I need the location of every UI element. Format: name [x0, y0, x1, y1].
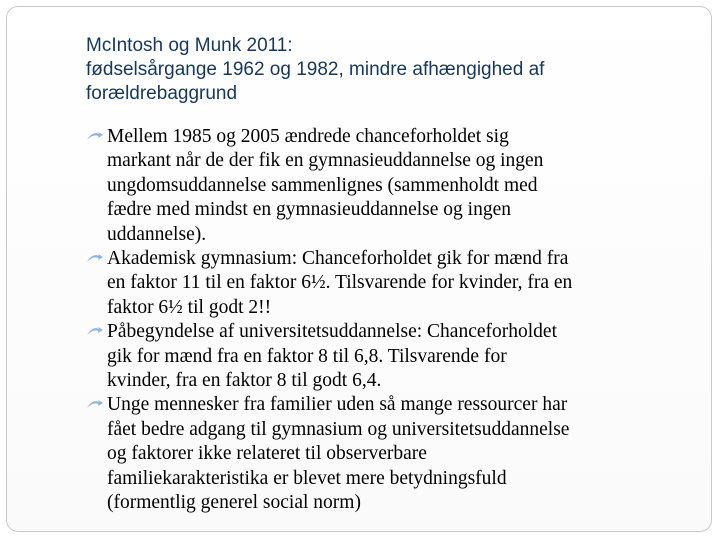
bullet-text-line: markant når de der fik en gymnasieuddannelse og ingen: [107, 150, 544, 172]
bullet-text-line: familiekarakteristika er blevet mere betydningsfuld: [107, 467, 507, 489]
slide: [6, 6, 712, 532]
bullet-item: [82, 247, 702, 320]
bullet-text-line: kvinder, fra en faktor 8 til godt 6,4.: [107, 370, 382, 392]
title-line: McIntosh og Munk 2011:: [86, 35, 293, 56]
bullet-text-line: og faktorer ikke relateret til observerbare: [107, 443, 427, 465]
bullet-text-line: fået bedre adgang til gymnasium og universitetsuddannelse: [107, 418, 570, 440]
bullet-list: [82, 125, 702, 516]
bullet-text-line: Påbegyndelse af universitetsuddannelse: Chanceforholdet: [107, 321, 557, 343]
bullet-text-line: Akademisk gymnasium: Chanceforholdet gik for mænd fra: [107, 248, 569, 270]
title-line: forældrebaggrund: [86, 83, 238, 104]
bullet-text-line: ungdomsuddannelse sammenlignes (sammenholdt med: [107, 174, 538, 196]
arrow-swoosh-icon: [86, 326, 104, 338]
title-line: fødselsårgange 1962 og 1982, mindre afhængighed af: [86, 59, 545, 80]
slide-title: [86, 34, 686, 106]
bullet-text-line: Unge mennesker fra familier uden så mange ressourcer har: [107, 394, 568, 416]
bullet-text-line: gik for mænd fra en faktor 8 til 6,8. Tilsvarende for: [107, 345, 507, 367]
bullet-text-line: uddannelse).: [107, 223, 207, 245]
bullet-text-line: faktor 6½ til godt 2!!: [107, 296, 272, 318]
arrow-swoosh-icon: [86, 131, 104, 143]
bullet-text-line: en faktor 11 til en faktor 6½. Tilsvarende for kvinder, fra en: [107, 272, 573, 294]
arrow-swoosh-icon: [86, 399, 104, 411]
bullet-text-line: Mellem 1985 og 2005 ændrede chanceforholdet sig: [107, 126, 509, 147]
arrow-swoosh-icon: [86, 253, 104, 265]
bullet-item: [82, 125, 702, 247]
bullet-text-line: fædre med mindst en gymnasieuddannelse og ingen: [107, 199, 511, 221]
bullet-item: [82, 320, 702, 393]
bullet-text-line: (formentlig generel social norm): [107, 492, 361, 514]
bullet-item: [82, 393, 702, 515]
